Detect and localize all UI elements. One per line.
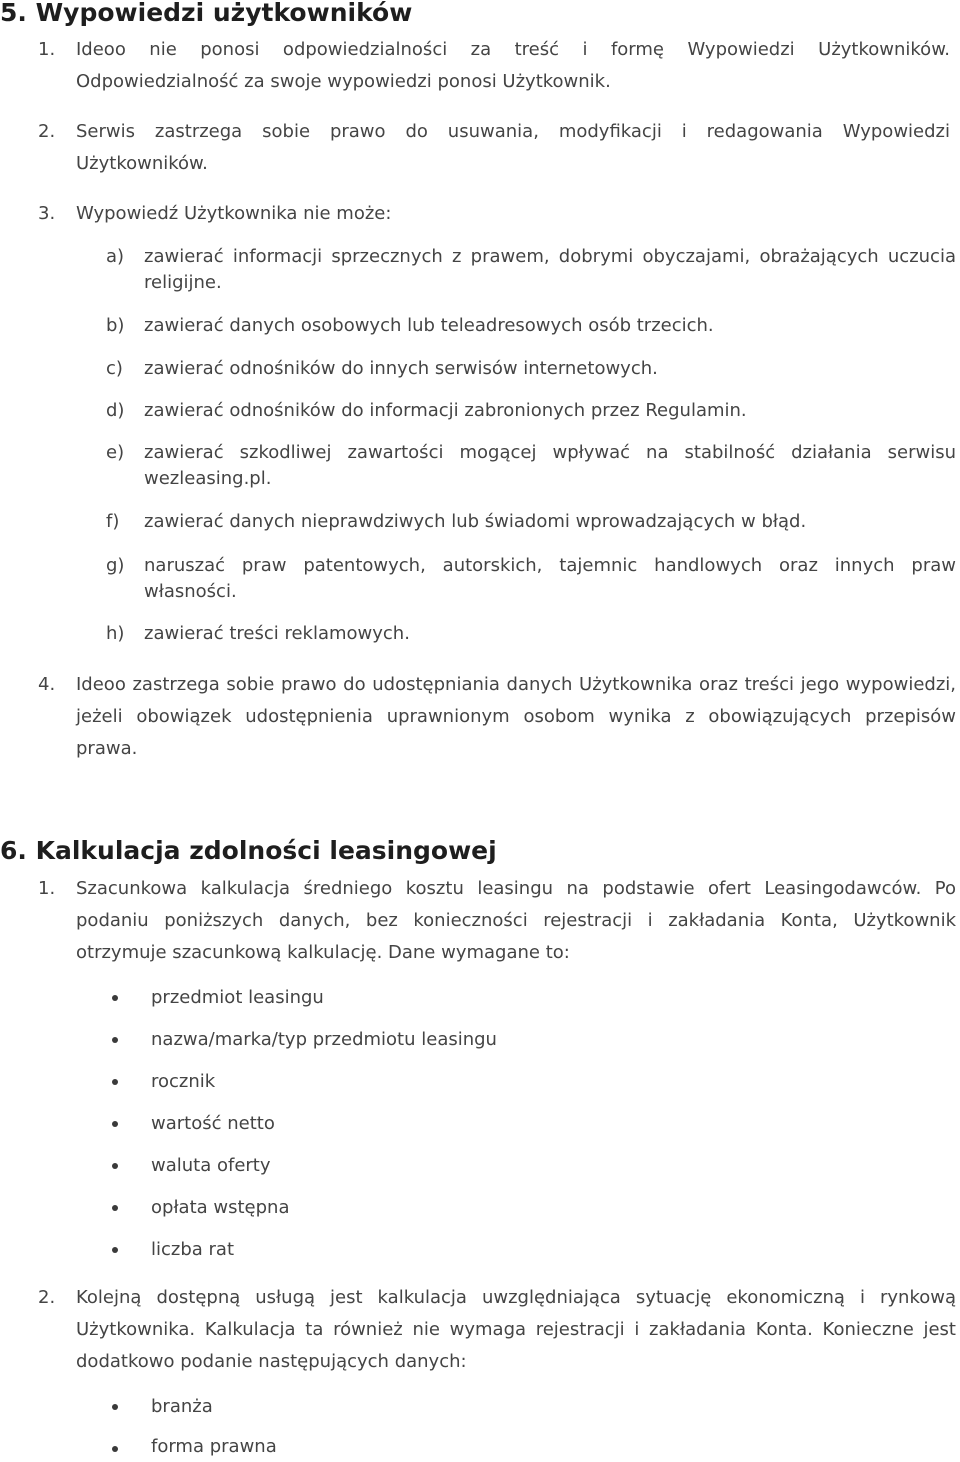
- list-item: nazwa/marka/typ przedmiotu leasingu: [151, 1029, 497, 1050]
- list-item: liczba rat: [151, 1239, 235, 1260]
- sub-item-text: zawierać treści reklamowych.: [144, 623, 410, 644]
- section-5-item-1: [38, 34, 950, 98]
- item-text: Ideoo zastrzega sobie prawo do udostępniania danych Użytkownika oraz treści jego wypowiedzi, jeżeli obowiązek udostępnienia uprawnionym osobom wynika z obowiązujących przepisów prawa.: [76, 674, 956, 759]
- section-5-item-2: [38, 116, 950, 180]
- sub-item-f: [106, 509, 956, 535]
- list-item: waluta oferty: [151, 1155, 271, 1176]
- bullet: [112, 1121, 118, 1127]
- item-number: 4.: [38, 674, 56, 695]
- sub-item-text: zawierać danych nieprawdziwych lub świadomi wprowadzających w błąd.: [144, 511, 807, 532]
- sub-item-b: [106, 313, 956, 339]
- sub-item-e: [106, 440, 956, 492]
- sub-item-letter: h): [106, 623, 125, 644]
- bullet: [112, 1404, 118, 1410]
- bullet: [112, 1163, 118, 1169]
- item-number: 3.: [38, 203, 56, 224]
- bullet: [112, 1446, 118, 1452]
- bullet: [112, 1247, 118, 1253]
- sub-item-letter: g): [106, 555, 125, 576]
- sub-item-a: [106, 244, 956, 296]
- bullet: [112, 995, 118, 1001]
- item-text: Kolejną dostępną usługą jest kalkulacja uwzględniająca sytuację ekonomiczną i rynkową Użytkownika. Kalkulacja ta również nie wymaga rejestracji i zakładania Konta. Konieczne jest dodatkowo podanie następujących danych:: [76, 1287, 956, 1372]
- sub-item-letter: b): [106, 315, 125, 336]
- item-text: Szacunkowa kalkulacja średniego kosztu leasingu na podstawie ofert Leasingodawców. Po podaniu poniższych danych, bez konieczności rejestracji i zakładania Konta, Użytkownik otrzymuje szacunkową kalkulację. Dane wymagane to:: [76, 878, 956, 963]
- item-text: Serwis zastrzega sobie prawo do usuwania, modyfikacji i redagowania Wypowiedzi Użytkowników.: [76, 121, 950, 174]
- sub-item-h: [106, 621, 956, 647]
- sub-item-letter: f): [106, 511, 120, 532]
- list-item: rocznik: [151, 1071, 216, 1092]
- sub-item-text: zawierać odnośników do informacji zabronionych przez Regulamin.: [144, 400, 747, 421]
- item-number: 1.: [38, 39, 56, 60]
- item-number: 2.: [38, 1287, 56, 1308]
- item-text: Wypowiedź Użytkownika nie może:: [76, 203, 392, 224]
- sub-item-text: zawierać szkodliwej zawartości mogącej wpływać na stabilność działania serwisu wezleasing.pl.: [144, 442, 956, 489]
- list-item: opłata wstępna: [151, 1197, 290, 1218]
- sub-item-text: naruszać praw patentowych, autorskich, tajemnic handlowych oraz innych praw własności.: [144, 555, 956, 602]
- sub-item-letter: d): [106, 400, 125, 421]
- list-item: wartość netto: [151, 1113, 275, 1134]
- sub-item-text: zawierać informacji sprzecznych z prawem, dobrymi obyczajami, obrażających uczucia religijne.: [144, 246, 956, 293]
- sub-item-d: [106, 398, 956, 424]
- item-text: Ideoo nie ponosi odpowiedzialności za treść i formę Wypowiedzi Użytkowników. Odpowiedzialność za swoje wypowiedzi ponosi Użytkownik.: [76, 39, 950, 92]
- sub-item-letter: a): [106, 246, 125, 267]
- sub-item-text: zawierać danych osobowych lub teleadresowych osób trzecich.: [144, 315, 714, 336]
- section-6-item-1: [38, 873, 956, 969]
- list-item: forma prawna: [151, 1436, 277, 1457]
- list-item: przedmiot leasingu: [151, 987, 324, 1008]
- section-6-item-2: [38, 1282, 956, 1378]
- bullet: [112, 1205, 118, 1211]
- sub-item-text: zawierać odnośników do innych serwisów internetowych.: [144, 358, 658, 379]
- sub-item-g: [106, 553, 956, 605]
- bullet: [112, 1079, 118, 1085]
- list-item: branża: [151, 1396, 213, 1417]
- item-number: 1.: [38, 878, 56, 899]
- sub-item-c: [106, 356, 956, 382]
- section-5-item-4: [38, 669, 956, 765]
- section-5-heading: 5. Wypowiedzi użytkowników: [0, 0, 413, 27]
- section-6-heading: 6. Kalkulacja zdolności leasingowej: [0, 836, 497, 865]
- section-5-item-3: [38, 198, 950, 230]
- item-number: 2.: [38, 121, 56, 142]
- sub-item-letter: c): [106, 358, 123, 379]
- bullet: [112, 1037, 118, 1043]
- sub-item-letter: e): [106, 442, 125, 463]
